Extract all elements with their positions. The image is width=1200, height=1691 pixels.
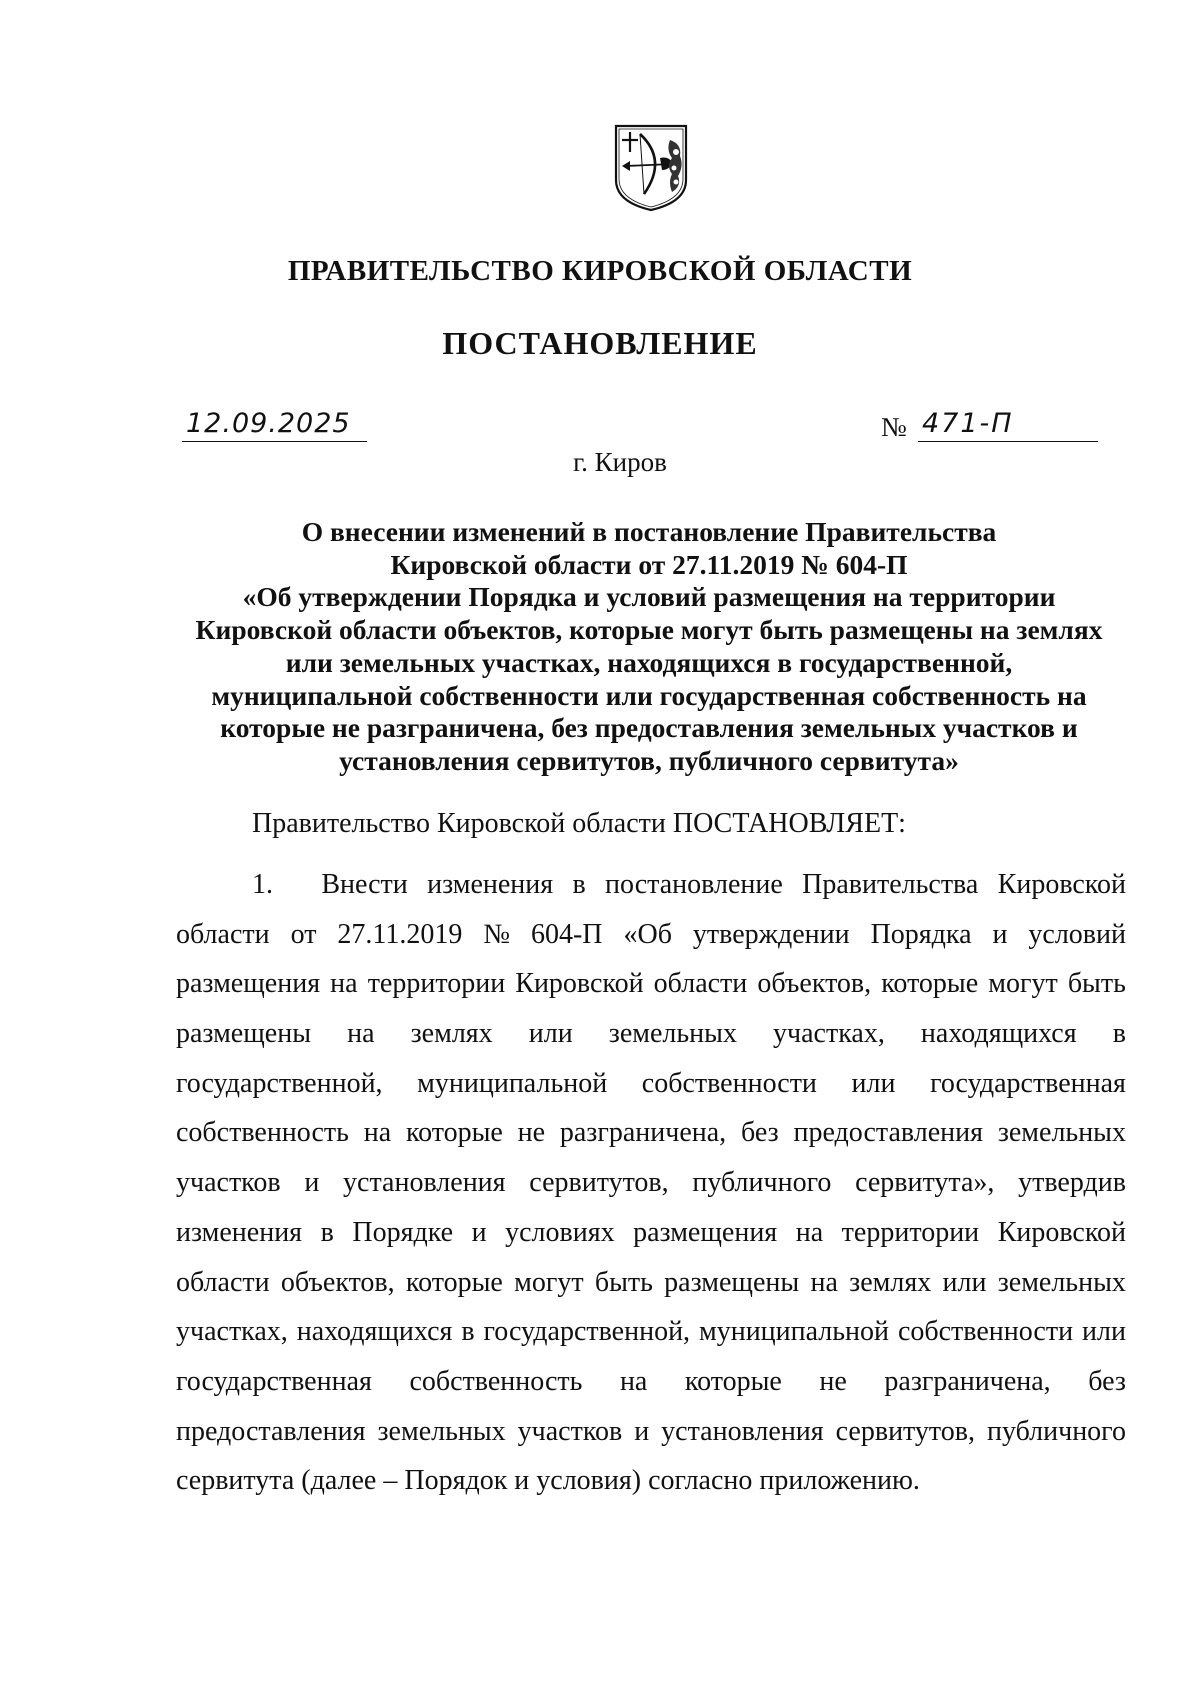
government-title: ПРАВИТЕЛЬСТВО КИРОВСКОЙ ОБЛАСТИ xyxy=(287,255,913,287)
paragraph-word: землях xyxy=(849,1266,932,1298)
paragraph-word: на xyxy=(330,968,358,1000)
paragraph-word: Кировской xyxy=(997,1216,1126,1248)
paragraph-word: области xyxy=(176,918,270,950)
paragraph-line xyxy=(176,1258,1126,1308)
paragraph-word: могут xyxy=(988,968,1058,1000)
paragraph-word: Внести xyxy=(321,869,408,900)
paragraph-word: и xyxy=(471,1216,487,1248)
paragraph-word: на xyxy=(619,1365,648,1397)
paragraph-word: или xyxy=(851,1067,896,1099)
paragraph-line xyxy=(176,1357,1126,1407)
paragraph-word: размещены xyxy=(664,1266,800,1298)
paragraph-word: 27.11.2019 xyxy=(337,918,463,950)
subject-line: Кировской области от 27.11.2019 № 604-П xyxy=(390,548,908,580)
paragraph-word: могут xyxy=(514,1266,584,1298)
paragraph-word: Правительства xyxy=(802,869,979,900)
paragraph-word: сервитута», xyxy=(855,1167,995,1199)
paragraph-word: сервитута (далее – Порядок и условия) согласно приложению. xyxy=(176,1465,920,1497)
paragraph-word: собственности xyxy=(641,1067,817,1099)
paragraph-word: объектов, xyxy=(757,968,872,1000)
paragraph-word: предоставления xyxy=(176,1415,366,1447)
paragraph-word: и xyxy=(304,1167,320,1199)
paragraph-word: утверждении xyxy=(692,918,850,950)
paragraph-line xyxy=(176,1059,1126,1109)
subject-line: которые не разграничена, без предоставления земельных участков и xyxy=(220,712,1078,744)
paragraph-word: на xyxy=(363,1117,392,1149)
paragraph-1 xyxy=(176,860,1126,1506)
paragraph-word: условиях xyxy=(505,1216,615,1248)
paragraph-word: без xyxy=(1088,1365,1126,1397)
paragraph-word: сервитутов, xyxy=(835,1415,976,1447)
city-name: г. Киров xyxy=(573,447,667,477)
paragraph-number: 1. xyxy=(252,869,273,900)
paragraph-word: Порядка xyxy=(870,918,972,950)
paragraph-word: установления xyxy=(343,1167,506,1199)
paragraph-word: Порядке xyxy=(352,1216,454,1248)
paragraph-word: предоставления xyxy=(793,1117,984,1149)
paragraph-word: в xyxy=(1112,1018,1126,1050)
paragraph-word: участках, xyxy=(773,1018,885,1050)
paragraph-word: постановление xyxy=(605,869,783,900)
paragraph-word: условий xyxy=(1028,918,1126,950)
paragraph-line xyxy=(176,1108,1126,1158)
document-type-title: ПОСТАНОВЛЕНИЕ xyxy=(442,325,758,361)
document-date: 12.09.2025 xyxy=(186,408,351,439)
paragraph-word: в xyxy=(461,1316,475,1348)
paragraph-word: территории xyxy=(367,968,506,1000)
paragraph-word: участков xyxy=(517,1415,623,1447)
paragraph-line xyxy=(176,1407,1126,1457)
paragraph-line xyxy=(176,1009,1126,1059)
paragraph-word: не xyxy=(517,1117,546,1149)
number-field xyxy=(918,407,1098,442)
paragraph-word: «Об xyxy=(623,918,672,950)
paragraph-word: государственная xyxy=(930,1067,1126,1099)
paragraph-line xyxy=(176,959,1126,1009)
paragraph-word: Кировской xyxy=(515,968,644,1000)
paragraph-word: собственность xyxy=(176,1117,349,1149)
paragraph-word: утвердив xyxy=(1018,1167,1126,1199)
paragraph-word: разграничена, xyxy=(559,1117,727,1149)
paragraph-word: землях xyxy=(410,1018,493,1050)
paragraph-word: или xyxy=(528,1018,573,1050)
paragraph-word: 604-П xyxy=(530,918,603,950)
paragraph-word: которые xyxy=(405,1266,503,1298)
paragraph-word: в xyxy=(320,1216,334,1248)
paragraph-word: Кировской xyxy=(997,869,1126,900)
paragraph-word: в xyxy=(572,869,586,900)
paragraph-word: участках, xyxy=(176,1316,288,1348)
paragraph-word: изменения xyxy=(176,1216,303,1248)
paragraph-word: государственной, xyxy=(176,1067,383,1099)
paragraph-word: или xyxy=(1082,1316,1126,1348)
paragraph-word: изменения xyxy=(427,869,554,900)
subject-line: муниципальной собственности или государственная собственность на xyxy=(211,679,1087,711)
paragraph-word: размещены xyxy=(176,1018,312,1050)
paragraph-word: от xyxy=(290,918,317,950)
paragraph-word: без xyxy=(740,1117,779,1149)
paragraph-word: земельных xyxy=(997,1266,1126,1298)
date-field xyxy=(182,407,367,442)
paragraph-line xyxy=(176,910,1126,960)
document-subject xyxy=(170,516,1128,778)
paragraph-word: области xyxy=(176,1266,270,1298)
paragraph-word: установления xyxy=(661,1415,824,1447)
subject-line: О внесении изменений в постановление Правительства xyxy=(301,516,997,547)
paragraph-word: собственность xyxy=(409,1365,583,1397)
subject-line: Кировской области объектов, которые могут быть размещены на землях xyxy=(195,614,1103,646)
paragraph-line xyxy=(176,1456,1126,1506)
paragraph-word: не xyxy=(819,1365,847,1397)
paragraph-line xyxy=(176,860,1126,910)
paragraph-word: сервитутов, xyxy=(529,1167,669,1199)
paragraph-word: находящихся xyxy=(296,1316,453,1348)
paragraph-word: которые xyxy=(405,1117,503,1149)
paragraph-word: размещения xyxy=(633,1216,778,1248)
paragraph-line xyxy=(176,1307,1126,1357)
paragraph-word: на xyxy=(795,1216,824,1248)
paragraph-word: объектов, xyxy=(280,1266,395,1298)
paragraph-word: и xyxy=(634,1415,650,1447)
paragraph-word: быть xyxy=(1067,968,1126,1000)
paragraph-word: государственной, xyxy=(483,1316,691,1348)
paragraph-word: № xyxy=(483,918,511,950)
paragraph-word: земельных xyxy=(608,1018,737,1050)
paragraph-word: муниципальной xyxy=(417,1067,608,1099)
paragraph-word: земельных xyxy=(377,1415,506,1447)
paragraph-word: или xyxy=(942,1266,987,1298)
paragraph-word: государственная xyxy=(176,1365,372,1397)
number-label: № xyxy=(881,412,907,442)
paragraph-word: земельных xyxy=(997,1117,1126,1149)
subject-line: или земельных участках, находящихся в государственной, xyxy=(285,646,1013,678)
subject-line: установления сервитутов, публичного сервитута» xyxy=(339,744,959,776)
paragraph-line xyxy=(176,1208,1126,1258)
document-number: 471-П xyxy=(922,408,1014,439)
paragraph-word: находящихся xyxy=(920,1018,1077,1050)
paragraph-line xyxy=(176,1158,1126,1208)
paragraph-word: муниципальной xyxy=(698,1316,890,1348)
paragraph-word: участков xyxy=(176,1167,281,1199)
paragraph-word: собственности xyxy=(897,1316,1074,1348)
paragraph-word: размещения xyxy=(176,968,321,1000)
paragraph-word: публичного xyxy=(986,1415,1126,1447)
subject-line: «Об утверждении Порядка и условий размещения на территории xyxy=(242,581,1056,613)
coat-of-arms-icon xyxy=(610,122,692,212)
paragraph-word: быть xyxy=(594,1266,653,1298)
preamble: Правительство Кировской области ПОСТАНОВЛЯЕТ: xyxy=(252,808,906,839)
paragraph-word: на xyxy=(810,1266,838,1298)
paragraph-word: на xyxy=(347,1018,375,1050)
paragraph-word: публичного xyxy=(692,1167,832,1199)
paragraph-word: разграничена, xyxy=(884,1365,1051,1397)
paragraph-word: и xyxy=(992,918,1008,950)
paragraph-word: которые xyxy=(684,1365,782,1397)
paragraph-word: области xyxy=(653,968,748,1000)
paragraph-word: территории xyxy=(841,1216,980,1248)
paragraph-word: которые xyxy=(881,968,979,1000)
